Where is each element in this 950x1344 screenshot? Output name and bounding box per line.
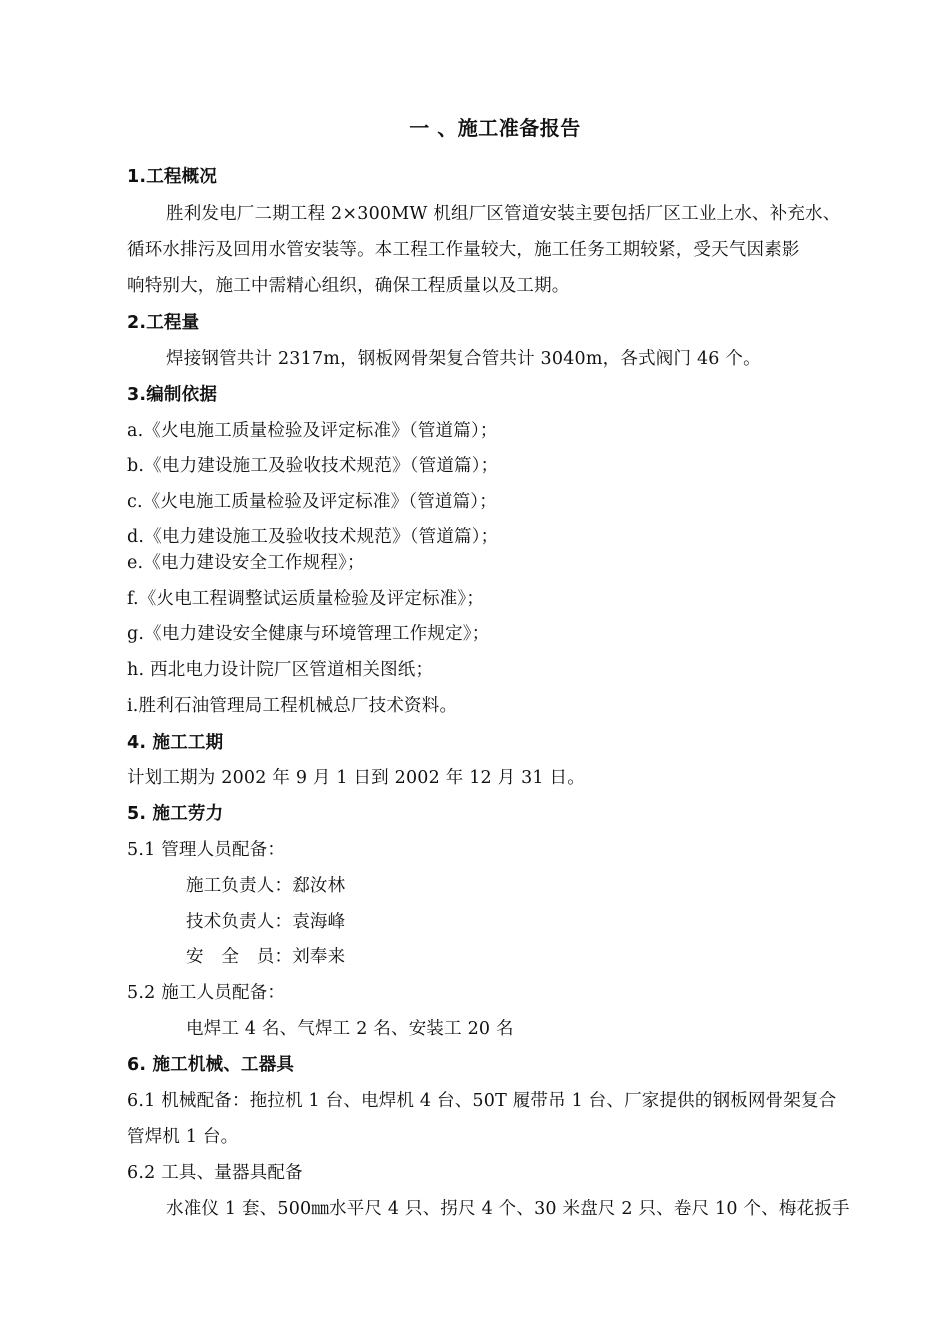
- basis-item: e.《电力建设安全工作规程》；: [127, 553, 365, 573]
- section-heading-overview: 1.工程概况: [127, 167, 218, 187]
- manager-entry: 安 全 员：刘奉来: [186, 947, 346, 967]
- overview-paragraph-line: 响特别大，施工中需精心组织，确保工程质量以及工期。: [127, 276, 570, 296]
- page-title: 一 、施工准备报告: [409, 116, 581, 140]
- tools-subheading: 6.2 工具、量器具配备: [127, 1163, 303, 1183]
- basis-item: a.《火电施工质量检验及评定标准》（管道篇）；: [127, 421, 498, 441]
- basis-item: d.《电力建设施工及验收技术规范》（管道篇）；: [127, 527, 499, 547]
- basis-item: c.《火电施工质量检验及评定标准》（管道篇）；: [127, 492, 497, 512]
- labor-subheading-managers: 5.1 管理人员配备：: [127, 840, 286, 860]
- basis-item: i.胜利石油管理局工程机械总厂技术资料。: [127, 696, 458, 716]
- section-heading-quantity: 2.工程量: [127, 313, 200, 333]
- section-heading-labor: 5. 施工劳力: [127, 804, 224, 824]
- manager-entry: 施工负责人：郄汝林: [186, 876, 346, 896]
- workers-entry: 电焊工 4 名、气焊工 2 名、安装工 20 名: [186, 1019, 514, 1039]
- basis-item: f.《火电工程调整试运质量检验及评定标准》；: [127, 589, 485, 609]
- quantity-paragraph: 焊接钢管共计 2317m，钢板网骨架复合管共计 3040m，各式阀门 46 个。: [166, 349, 761, 369]
- equipment-paragraph-line: 管焊机 1 台。: [127, 1127, 239, 1147]
- section-heading-basis: 3.编制依据: [127, 385, 218, 405]
- labor-subheading-workers: 5.2 施工人员配备：: [127, 983, 286, 1003]
- equipment-paragraph-line: 6.1 机械配备：拖拉机 1 台、电焊机 4 台、50T 履带吊 1 台、厂家提供的钢板网骨架复合: [127, 1091, 837, 1111]
- basis-item: b.《电力建设施工及验收技术规范》（管道篇）；: [127, 456, 499, 476]
- overview-paragraph-line: 循环水排污及回用水管安装等。本工程工作量较大，施工任务工期较紧，受天气因素影: [127, 240, 800, 260]
- section-heading-equipment: 6. 施工机械、工器具: [127, 1055, 295, 1075]
- basis-item: h. 西北电力设计院厂区管道相关图纸；: [127, 660, 434, 680]
- tools-paragraph-line: 水准仪 1 套、500㎜水平尺 4 只、拐尺 4 个、30 米盘尺 2 只、卷尺 10 个、梅花扳手: [166, 1199, 850, 1219]
- basis-item: g.《电力建设安全健康与环境管理工作规定》；: [127, 624, 490, 644]
- schedule-paragraph: 计划工期为 2002 年 9 月 1 日到 2002 年 12 月 31 日。: [127, 768, 585, 788]
- manager-entry: 技术负责人：袁海峰: [186, 912, 346, 932]
- section-heading-schedule: 4. 施工工期: [127, 733, 224, 753]
- overview-paragraph-line: 胜利发电厂二期工程 2×300MW 机组厂区管道安装主要包括厂区工业上水、补充水、: [166, 204, 841, 224]
